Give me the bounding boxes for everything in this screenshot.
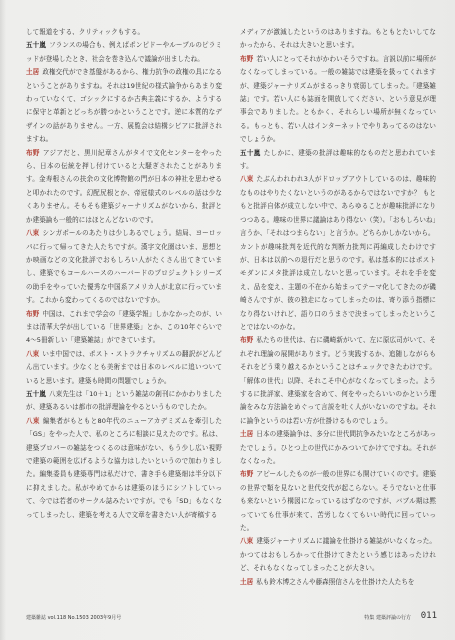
speech-text: 私も鈴木博之さんや藤森照信さんを仕掛けた人たちを <box>256 577 415 586</box>
dialogue-paragraph <box>240 334 436 428</box>
dialogue-paragraph <box>240 173 436 240</box>
speech-text: 中国は、これまで学会の「建築学報」しかなかったのが、いまは清華大学が出している「世界建築」とか、この10年ぐらいで4〜5冊新しい「建築雑誌」ができています。 <box>26 309 222 345</box>
speech-text: フランスの場合も、例えばポンピドーやルーブルのピラミッドが登場したとき、社会を巻き込んで議論が出ましたね。 <box>26 41 222 63</box>
speaker-name: 布野 <box>240 54 254 63</box>
speaker-name: 土居 <box>26 68 40 77</box>
speech-text: 八束先生は「10＋1」という雑誌の創刊にかかわりましたが、建築あるいは都市の批評理論をやるというものでしたか。 <box>26 389 222 412</box>
dialogue-paragraph <box>240 53 436 147</box>
speaker-name: 布野 <box>26 148 40 157</box>
dialogue-paragraph <box>240 241 436 335</box>
dialogue-paragraph <box>26 415 222 522</box>
journal-info: 建築雑誌 vol.118 No.1503 2003年9月号 <box>26 615 122 621</box>
speaker-name: 八束 <box>26 416 40 425</box>
speaker-name: 五十嵐 <box>240 148 261 157</box>
left-column <box>26 26 222 522</box>
speech-text: 建築ジャーナリズムに議論を仕掛ける雑誌がいなくなった。かつてはおもしろかって仕掛けてきたという感じはあったけれど、それもなくなってしまったことが大きい。 <box>240 537 436 573</box>
right-column <box>240 26 436 589</box>
speech-text: 日本の建築論争は、多分に世代間抗争みたいなところがあったでしょう。ひとつ上の世代にかみついてかけてですね。それがなくなった。 <box>240 430 436 465</box>
speech-text: カントが趣味批判を近代的な判断力批判に再編成したわけですが、日本は以前への退行だと思うのです。私は基本的にはポストモダンにメタ批評は成立しないと思っています。それを手を変え、品を変え、主題の不在から始まってテーマ化してきたのが磯崎さんですが、彼の独走になってしまったのは、寄り添う指標になり得ないけれど、語り口のうまさで決まってしまったということではないのかな。 <box>240 242 436 331</box>
dialogue-paragraph <box>240 576 436 589</box>
speech-text: メディアが激減したというのはありますね。もともとたいしてなかったから、それは大きいと思います。 <box>240 28 436 50</box>
speaker-name: 布野 <box>26 309 40 318</box>
speech-text: いま中国では、ポスト・ストラクチャリズムの翻訳がどんどん出ています。少なくとも美術までは日本のレベルに追いついていると思います。建築も時間の問題でしょうか。 <box>26 349 222 385</box>
page-footer <box>26 611 437 623</box>
speech-text: 若い人にとってそれがかわいそうですね。言説以前に場所がなくなってしまっている。一般の雑誌では建築を扱ってくれますが、建築ジャーナリズムがまるっきり衰弱してしまった。「建築雑誌」です。若い人にも誌面を開放してください、という意見が理事会でありました。ともかく、それらしい場所が無くなっている。もっとも、若い人はインターネットでやりあってるのはないでしょうか。 <box>240 54 436 144</box>
speech-text: して報道をする、クリティックもする。 <box>26 28 145 36</box>
dialogue-paragraph <box>240 26 436 53</box>
dialogue-paragraph <box>26 26 222 39</box>
speaker-name: 五十嵐 <box>26 389 47 398</box>
dialogue-paragraph <box>26 348 222 388</box>
speaker-name: 八束 <box>26 229 40 238</box>
page-number: 011 <box>420 611 437 621</box>
dialogue-paragraph <box>240 468 436 535</box>
speech-text: たしかに、建築の批評は趣味的なものだと思われています。 <box>240 148 436 171</box>
feature-title: 特集 建築評論の行方 <box>364 615 411 621</box>
speaker-name: 土居 <box>240 430 254 439</box>
speech-text: シンガポールのあたりは少しあるでしょう。結局、ヨーロッパに行って帰ってきた人たちですが。漢字文化圏はいま、思想とか映画などの文化批評でおもしろい人がたくさん出てきていまし、建築でもコールハースのハーバードのプロジェクトシリーズの助手をやっていた優秀な中国系アメリカ人が北京に行っています。これから変わってくるのではないですか。 <box>26 229 222 305</box>
speech-text: 私たちの世代は、右に磯崎新がいて、左に原広司がいて、それぞれ理論の展開があります。どう実践するか、追随しながらもそれをどう乗り越えるかということはチェックできたわけです。「解体の世代」以降、それこそ中心がなくなってしまった。ようするに批評家、建築家を含めて、何をやったらいいのかという理論をみな方法論をめぐって言説を吐く人がいないのですね。それに論争というのは若い方が仕掛けるものでしょう。 <box>240 336 436 425</box>
speaker-name: 五十嵐 <box>26 41 47 50</box>
dialogue-paragraph <box>240 535 436 575</box>
speaker-name: 八束 <box>26 349 40 358</box>
speech-text: アジアだと、黒川紀章さんがタイで文化センターをやったら、日本の伝統を押し付けていると大騒ぎされたことがあります。金寿根さんの扶余の文化博物館の門が日本の神社を思わせると叩かれたのです。幻配尻根とか、帝冠様式のレベルの話は少なくありません。そもそも建築ジャーナリズムがないから、批評とか建築論も一般的にはほとんどないのです。 <box>26 148 222 224</box>
dialogue-paragraph <box>26 308 222 348</box>
dialogue-paragraph <box>26 147 222 227</box>
speaker-name: 土居 <box>240 577 254 586</box>
dialogue-paragraph <box>26 66 222 146</box>
speech-text: アピールしたものが一般の世界にも開けていくのです。建築の世界で類を見ないと世代交代が起こらない。そうでないと仕事も来ないという構図になっているはずなのですが、バブル期は黙っていても仕事が来て、苦労しなくてもいい時代に回っていった。 <box>240 470 437 533</box>
speaker-name: 布野 <box>240 336 254 345</box>
speech-text: たぶんわれわれ3人がドロップアウトしているのは、趣味的なものはやりたくないというのがあるからではないですか？ もともと批評自体が成立しない中で、あらゆることが趣味批評になりつつある。趣味の世界に議論はあり得ない（笑）。「おもしろいね」言うか、「それはつまらない」と言うか。どちらかしかないから。 <box>240 175 436 238</box>
speech-text: 政権交代ができ基盤があるから、権力抗争の政権の具になるということがありますね。それは19世紀の様式論争からあまり変わっていなくて、ゴシックにするか古典主義にするか、ようするに保守と革新とどっちが勝つかということです。逆に本質的なデザインの話がありません。一方、展覧会は結構シビアに批評されますね。 <box>26 68 222 144</box>
speaker-name: 八束 <box>240 175 254 184</box>
speech-text: 編集者がもともと80年代のニューアカデミズムを牽引した「GS」をやった人で、私のところに相談に見えたのです。私は、建築プロパーの雑誌をつくるのは意味がない、もう少し広い視野で建築の範囲を広げるような協力はしたいというので加わりました。編集委員も建築専門は私だけで、書き手も建築畑は半分以下に抑えました。私がやめてからは建築のほうにシフトしていって、今では若者のサークル誌みたいですが。でも「SD」もなくなってしまったし、建築を考える人で文章を書きたい人が寄稿する <box>26 416 222 519</box>
speaker-name: 布野 <box>240 470 254 479</box>
dialogue-paragraph <box>26 39 222 66</box>
speaker-name: 八束 <box>240 537 254 546</box>
dialogue-paragraph <box>240 147 436 174</box>
dialogue-paragraph <box>26 227 222 307</box>
dialogue-paragraph <box>26 388 222 415</box>
dialogue-paragraph <box>240 428 436 468</box>
